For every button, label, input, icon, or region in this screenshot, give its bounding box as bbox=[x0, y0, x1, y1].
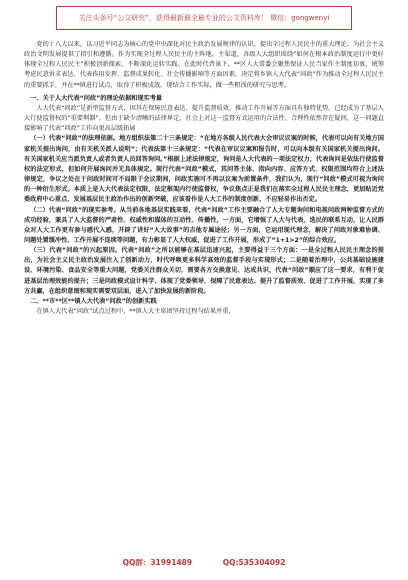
subsection-legal-basis: （一）代表“问政”的法理依据。地方组织法第二十三条规定：“在地方各级人民代表大会审议议案的时候，代表可以向有关地方国家机关提出询问，由有关机关派人说明”；代表法第十三条规定：“代表在审议议案和报告时，可以向本级有关国家机关提出询问。有关国家机关应当派负责人或者负责人员回答询问。”根据上述法律规定，询问是人大代表的一项法定权力，代表询问是依法行使监督权的法定形式，但如何开展询问并无具体规定。现行代表“问政”模式，其问答主体、指向内容、应答方式、权限范围均符合上述法律规定，争议之处在于问政时间可不局限于会议期间，问政实施可不再以议案为前置条件，我们认为，现行“问政”模式可视为询问的一种衍生形式。本质上是人大代表法定权限，法定框架内行使监督权，争议焦点正是我们在落实全过程人民民主理念，更加贴近党委政府中心重点、发展基层民主政治作出的创新突破，应该看作是人大工作的制度创新，不应轻易作出否定。 bbox=[24, 135, 384, 204]
subsection-practical-reference: （二）代表“问政”的现实参考。从当前各地基层实践来看，代表“问政”工作主要融合了人大专题询问和电视问政两种监督方式的成功经验，兼具了人大监督的严肃性、权威性和媒体的互动性、传播性，一方面，它增强了人大与代表、选民的联系互动，让人民群众对人大工作更有参与感代入感，开辟了讲好“人大故事”的吉他专属途径；另一方面，它运用现代理念，解决了问政对象难协调、问题处置缓冲性、工作开展不连续等问题，有力彰显了人大权威，促进了工作开展，形成了“1+1>2”的综合效应。 bbox=[24, 206, 384, 244]
promo-banner-text: 关注头条号“公文研究”，获得最新最全最专业的公文资料库！ 微信：gongwenyi bbox=[78, 14, 330, 22]
section-heading-2: 二、**市**区**镇人大代表“问政”的创新实践 bbox=[30, 297, 157, 305]
section-heading-1: 一、关于人大代表“问政”的理论依据和现实考量 bbox=[30, 94, 163, 102]
document-body bbox=[24, 40, 384, 317]
qq-group: QQ群：31991489 bbox=[122, 558, 193, 567]
contact-footer bbox=[0, 557, 408, 568]
qq-number: QQ:535304092 bbox=[222, 558, 286, 567]
promo-banner bbox=[56, 6, 352, 30]
subsection-rise-reasons: （三）代表“问政”的兴起原因。代表“问政”之所以能够在基层迅速兴起，主要得益于三个方面：一是全过程人民民主理念的提出，为社会主义民主政治发展注入了创新动力，时代呼唤更多科学高效的监督手段与实现形式；二是随着治理中，公共基础设施建设、环境污染、食品安全等重大问题，党委关注群众关切，需要各方交换意见、达成共识，代表“问政”顺应了这一要求，有利于促进基层治理效能的提升；三是问政模式设计科学、体现了党委领导、保障了民意表达、提升了监督质效、促进了工作开展，实现了多方共赢，在组织意图和现实需要双层面，进入了加快发展的新阶段。 bbox=[24, 247, 384, 295]
section-2-intro: 在镇人大代表“问政”试点过程中，**镇人大主席团坚持过程与结果并重， bbox=[36, 308, 235, 316]
intro-paragraph: 党的十八大以来，以习近平同志为核心的党中央深化对民主政治发展规律的认识，提出全过程人民民主的重大理论。为社会主义政治文明发展提供了指引和遵循。作为实现全过程人民民主的主阵地，主渠道，各级人大组织围绕“如何在根本政治制度运行中更好体现全过程人民民主”积极创新探索，不断深化运转实践。在此时代背景下，**区人大常委会聚焦保证人民当家作主制度初衷，统筹考虑民意诉求表达、代表作用发挥、监督成果转化、社会传播影响等方面因素，决定将乡镇人大代表“问政”作为推动全过程人民民主的重要抓手，并在**镇进行试点，取得了积极成效。现结合工作实际，做一些粗浅的研究与思考。 bbox=[24, 41, 384, 89]
section-1-intro: 人大代表“问政”是新型监督方式，因其在保障民意表达、提升监督质效、推动工作开展等方面具有独特优势，已经成为了基层人大行使监督权的“重要利器”。但由于缺少清晰的法律界定，社会上对这一监督方式运用的合法性、合理性依然存在疑问，这一问题直接影响了代表“问政”工作向更高层级拓展 bbox=[24, 104, 384, 133]
